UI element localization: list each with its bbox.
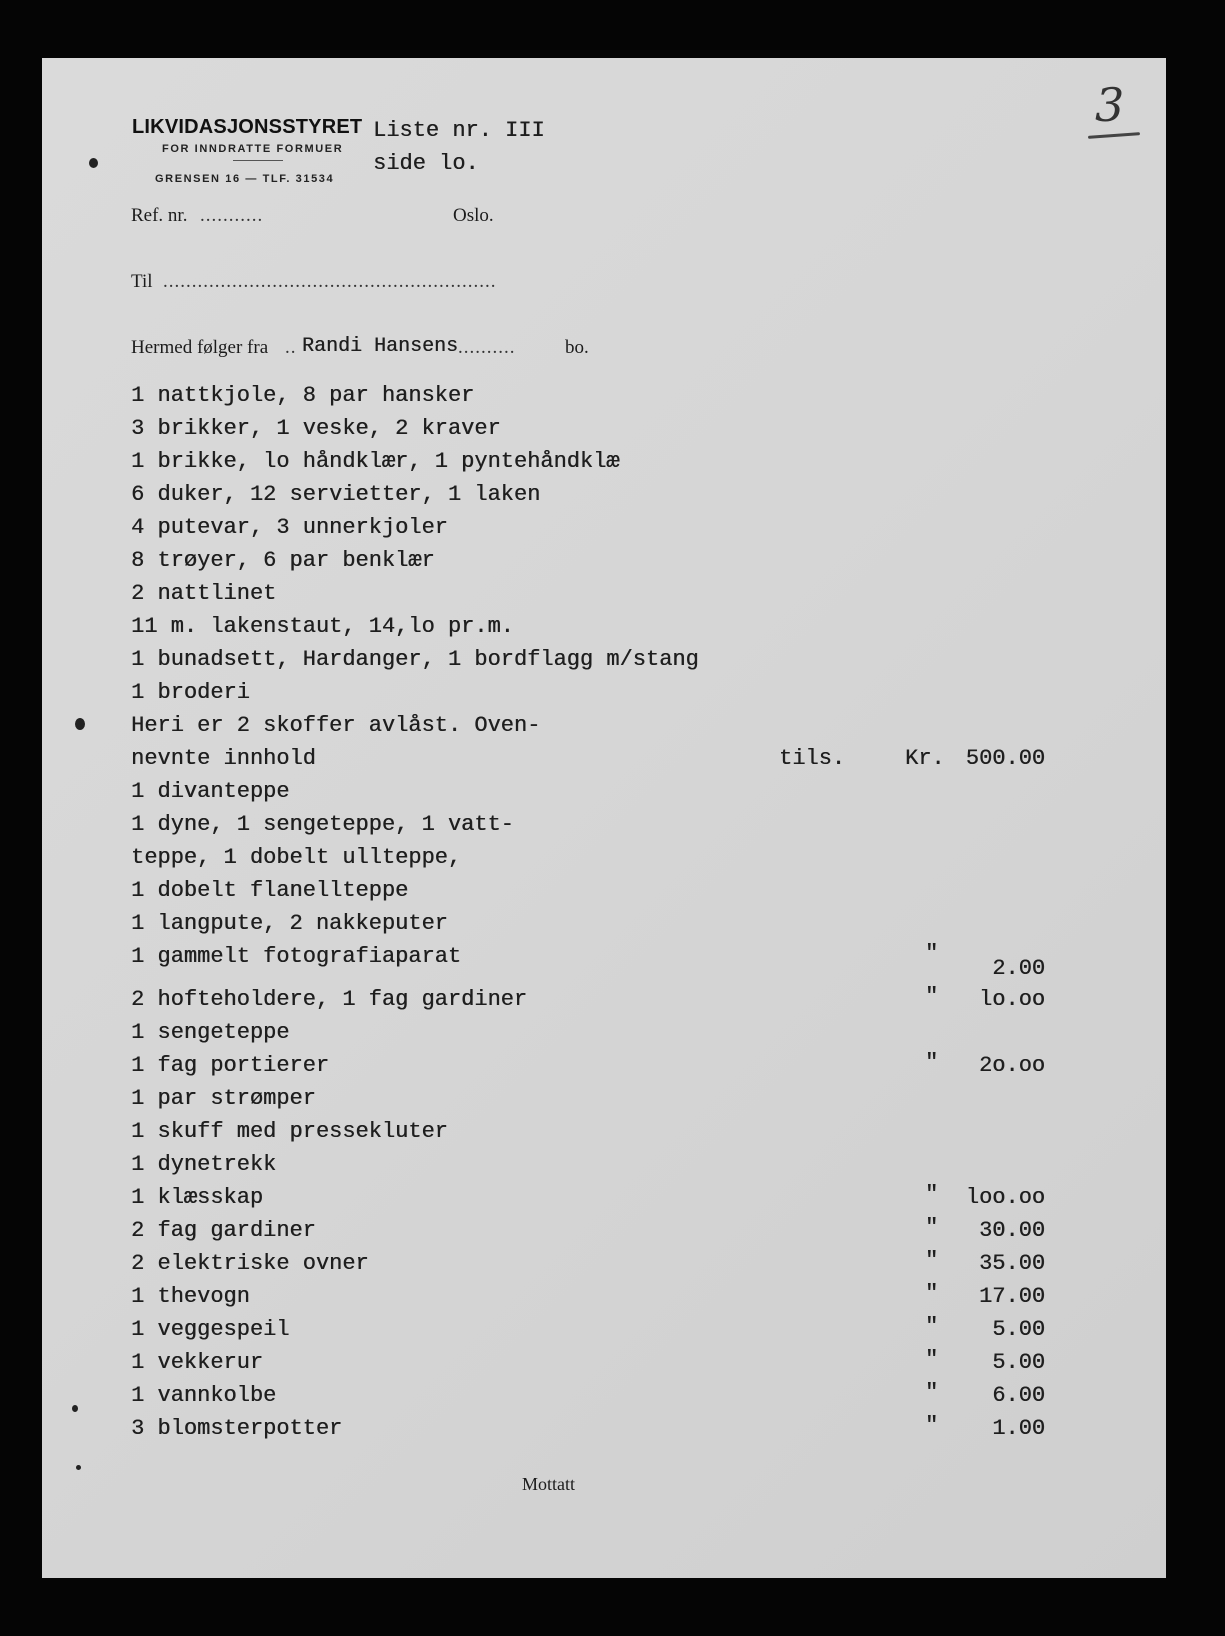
ditto-mark: " [925, 1182, 939, 1207]
list-item-text: 1 klæsskap [131, 1185, 264, 1210]
list-item-price: 500.00 [965, 746, 1045, 771]
list-item-text: 1 broderi [131, 680, 250, 705]
punch-hole-mark [72, 1405, 78, 1412]
from-prefix-dots: .. [285, 337, 297, 358]
ditto-mark: " [925, 1413, 939, 1438]
list-item-text: 1 dobelt flanellteppe [131, 878, 409, 903]
list-item-text: 1 sengeteppe [131, 1020, 290, 1045]
ditto-mark: " [925, 1215, 939, 1240]
list-item-text: 1 langpute, 2 nakkeputer [131, 911, 448, 936]
punch-hole-mark [76, 1465, 81, 1470]
from-label: Hermed følger fra [131, 337, 269, 358]
list-item-text: 1 vannkolbe [131, 1383, 277, 1408]
list-item-text: 2 elektriske ovner [131, 1251, 369, 1276]
list-item-text: 3 blomsterpotter [131, 1416, 343, 1441]
punch-hole-mark [89, 158, 98, 168]
list-item-price: 35.00 [978, 1251, 1045, 1276]
list-item-text: nevnte innhold [131, 746, 316, 771]
list-number: Liste nr. III [373, 118, 545, 143]
list-item-text: Heri er 2 skoffer avlåst. Oven- [131, 713, 541, 738]
list-item-text: 1 brikke, lo håndklær, 1 pyntehåndklæ [131, 449, 620, 474]
list-item-price: 6.00 [992, 1383, 1045, 1408]
list-item-text: 11 m. lakenstaut, 14,lo pr.m. [131, 614, 514, 639]
list-item-price: 30.00 [978, 1218, 1045, 1243]
list-item-text: 3 brikker, 1 veske, 2 kraver [131, 416, 501, 441]
list-item-text: 1 dynetrekk [131, 1152, 277, 1177]
letterhead-address: GRENSEN 16 — TLF. 31534 [155, 173, 335, 185]
list-item-text: 2 hofteholdere, 1 fag gardiner [131, 987, 528, 1012]
handwritten-page-number: 3 [1095, 78, 1125, 132]
list-item-text: 1 dyne, 1 sengeteppe, 1 vatt- [131, 812, 514, 837]
list-item-price: 17.00 [978, 1284, 1045, 1309]
list-item-text: 1 nattkjole, 8 par hansker [131, 383, 475, 408]
list-item-text: 1 fag portierer [131, 1053, 330, 1078]
page-number: side lo. [373, 151, 479, 176]
ditto-mark: " [925, 1347, 939, 1372]
list-item-price: loo.oo [965, 1185, 1045, 1210]
from-name: Randi Hansens [302, 335, 459, 358]
letterhead-subtitle: FOR INNDRATTE FORMUER [162, 143, 344, 155]
currency-label: Kr. [905, 746, 945, 771]
to-field: .......................................................... [163, 271, 497, 292]
list-item-text: 1 gammelt fotografiaparat [131, 944, 462, 969]
ditto-mark: " [925, 984, 939, 1009]
to-label: Til [131, 271, 153, 292]
ditto-mark: " [925, 1314, 939, 1339]
city-label: Oslo. [453, 205, 494, 226]
from-suffix-dots: .......... [458, 337, 516, 358]
list-item-price: 2o.oo [978, 1053, 1045, 1078]
list-item-text: 2 nattlinet [131, 581, 277, 606]
from-suffix: bo. [565, 337, 589, 358]
letterhead-divider [233, 160, 283, 161]
ditto-mark: " [925, 1248, 939, 1273]
punch-hole-mark [75, 718, 85, 730]
list-item-price: 5.00 [992, 1317, 1045, 1342]
list-item-price: lo.oo [978, 987, 1045, 1012]
list-item-text: 4 putevar, 3 unnerkjoler [131, 515, 448, 540]
list-item-text: 2 fag gardiner [131, 1218, 316, 1243]
received-label: Mottatt [522, 1474, 575, 1494]
list-item-price: 2.00 [992, 956, 1045, 981]
ditto-mark: " [925, 1380, 939, 1405]
list-item-text: 1 thevogn [131, 1284, 250, 1309]
tils-label: tils. [779, 746, 846, 771]
list-item-price: 1.00 [992, 1416, 1045, 1441]
list-item-text: 1 par strømper [131, 1086, 316, 1111]
list-item-price: 5.00 [992, 1350, 1045, 1375]
list-item-text: 1 bunadsett, Hardanger, 1 bordflagg m/stang [131, 647, 699, 672]
list-item-text: teppe, 1 dobelt ullteppe, [131, 845, 462, 870]
list-item-text: 1 divanteppe [131, 779, 290, 804]
list-item-text: 1 skuff med pressekluter [131, 1119, 448, 1144]
list-item-text: 6 duker, 12 servietter, 1 laken [131, 482, 541, 507]
ditto-mark: " [925, 1050, 939, 1075]
ditto-mark: " [925, 1281, 939, 1306]
list-item-text: 8 trøyer, 6 par benklær [131, 548, 435, 573]
ref-label: Ref. nr. [131, 205, 188, 226]
list-item-text: 1 vekkerur [131, 1350, 264, 1375]
list-item-text: 1 veggespeil [131, 1317, 290, 1342]
ditto-mark: " [925, 941, 939, 966]
ref-field: ........... [200, 205, 264, 226]
letterhead-org-name: LIKVIDASJONSSTYRET [132, 116, 363, 138]
